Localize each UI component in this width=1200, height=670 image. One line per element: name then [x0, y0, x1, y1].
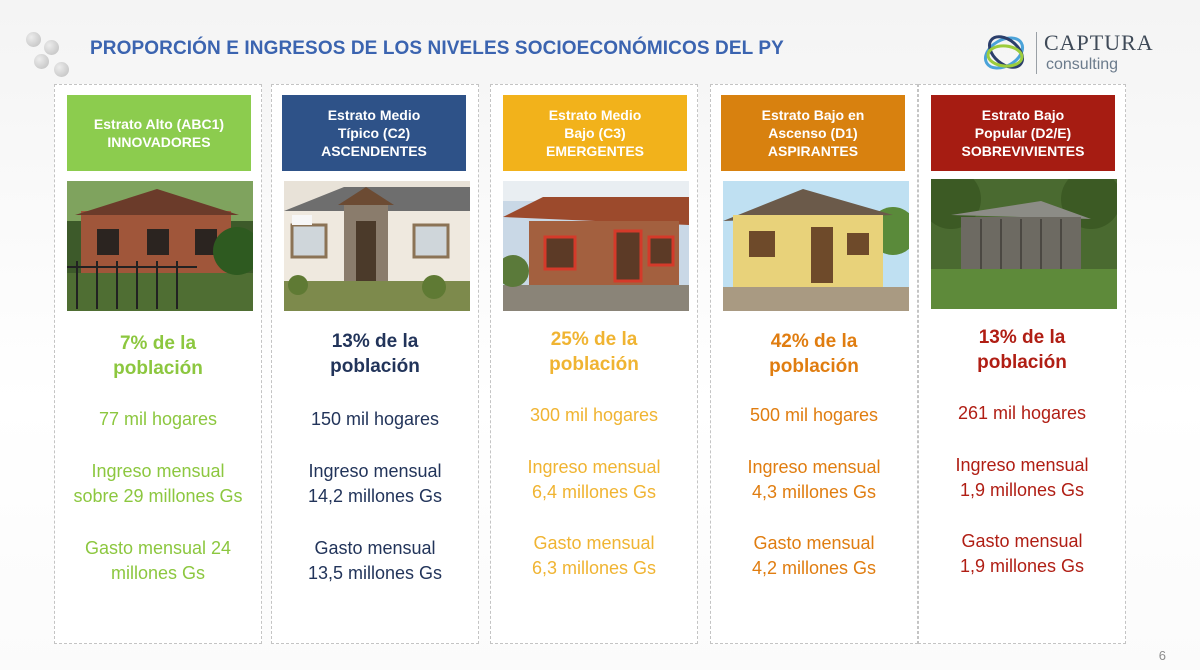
header-line: Estrato Medio: [327, 107, 421, 123]
expense-line: Gasto mensual 24: [84, 538, 232, 558]
expense-line: Gasto mensual: [753, 533, 875, 553]
income-line: Ingreso mensual: [747, 457, 881, 477]
percent-line: 42% de la: [770, 331, 858, 352]
population-percent: [272, 329, 478, 379]
percent-line: 13% de la: [331, 331, 419, 352]
header-line: Popular (D2/E): [974, 125, 1072, 141]
percent-line: población: [977, 352, 1067, 373]
income-line: 1,9 millones Gs: [959, 480, 1085, 500]
population-percent: [711, 329, 917, 379]
households-value: 150 mil hogares: [310, 409, 440, 429]
income-line: Ingreso mensual: [91, 461, 225, 481]
decorative-dots: [24, 30, 84, 80]
income-line: Ingreso mensual: [955, 455, 1089, 475]
monthly-expense: [55, 536, 261, 586]
households-value: 300 mil hogares: [529, 405, 659, 425]
column-header: [721, 95, 905, 171]
logo-separator: [1036, 32, 1037, 74]
monthly-expense: [919, 529, 1125, 579]
monthly-income: [55, 459, 261, 509]
households: [272, 407, 478, 432]
percent-line: 13% de la: [978, 327, 1066, 348]
slide-title: PROPORCIÓN E INGRESOS DE LOS NIVELES SOCIOECONÓMICOS DEL PY: [90, 38, 784, 59]
monthly-expense: [491, 531, 697, 581]
monthly-income: [272, 459, 478, 509]
header-line: ASCENDENTES: [321, 143, 427, 159]
monthly-income: [711, 455, 917, 505]
captura-logo-icon: [978, 26, 1034, 78]
header-line: ASPIRANTES: [767, 143, 859, 159]
income-line: sobre 29 millones Gs: [73, 486, 243, 506]
header-line: Estrato Medio: [548, 107, 642, 123]
households: [919, 401, 1125, 426]
households-value: 261 mil hogares: [957, 403, 1087, 423]
percent-line: 25% de la: [550, 329, 638, 350]
population-percent: [919, 325, 1125, 375]
households: [491, 403, 697, 428]
population-percent: [55, 331, 261, 381]
households-value: 500 mil hogares: [749, 405, 879, 425]
column-medio-tipico: [271, 84, 479, 644]
column-header: [67, 95, 251, 171]
column-bajo-ascenso: [710, 84, 918, 644]
expense-line: 6,3 millones Gs: [531, 558, 657, 578]
header-line: Ascenso (D1): [768, 125, 858, 141]
header-line: Estrato Bajo: [981, 107, 1065, 123]
header-line: SOBREVIVIENTES: [961, 143, 1085, 159]
expense-line: 1,9 millones Gs: [959, 556, 1085, 576]
header-line: EMERGENTES: [545, 143, 644, 159]
expense-line: Gasto mensual: [314, 538, 436, 558]
header-line: Estrato Alto (ABC1): [93, 116, 225, 132]
column-header: [931, 95, 1115, 171]
percent-line: población: [330, 356, 420, 377]
expense-line: 13,5 millones Gs: [307, 563, 443, 583]
column-medio-bajo: [490, 84, 698, 644]
column-bajo-popular: [918, 84, 1126, 644]
percent-line: población: [769, 356, 859, 377]
monthly-income: [491, 455, 697, 505]
expense-line: millones Gs: [110, 563, 206, 583]
monthly-income: [919, 453, 1125, 503]
households: [711, 403, 917, 428]
expense-line: 4,2 millones Gs: [751, 558, 877, 578]
monthly-expense: [272, 536, 478, 586]
expense-line: Gasto mensual: [533, 533, 655, 553]
column-header: [503, 95, 687, 171]
income-line: 4,3 millones Gs: [751, 482, 877, 502]
header-line: INNOVADORES: [107, 134, 211, 150]
percent-line: población: [549, 354, 639, 375]
house-photo: [284, 181, 470, 311]
house-photo: [723, 181, 909, 311]
house-photo: [931, 179, 1117, 309]
page-number: 6: [1158, 648, 1166, 663]
house-photo: [503, 181, 689, 311]
monthly-expense: [711, 531, 917, 581]
header-line: Estrato Bajo en: [761, 107, 865, 123]
income-line: Ingreso mensual: [527, 457, 661, 477]
logo-name: CAPTURA: [1044, 30, 1154, 55]
percent-line: población: [113, 358, 203, 379]
households-value: 77 mil hogares: [98, 409, 218, 429]
house-photo: [67, 181, 253, 311]
income-line: 6,4 millones Gs: [531, 482, 657, 502]
header-line: Típico (C2): [337, 125, 411, 141]
income-line: 14,2 millones Gs: [307, 486, 443, 506]
header-line: Bajo (C3): [564, 125, 626, 141]
column-header: [282, 95, 466, 171]
logo-subtitle: consulting: [1046, 56, 1119, 73]
expense-line: Gasto mensual: [961, 531, 1083, 551]
population-percent: [491, 327, 697, 377]
column-alto: [54, 84, 262, 644]
households: [55, 407, 261, 432]
captura-logo: [978, 24, 1178, 84]
income-line: Ingreso mensual: [308, 461, 442, 481]
percent-line: 7% de la: [119, 333, 197, 354]
